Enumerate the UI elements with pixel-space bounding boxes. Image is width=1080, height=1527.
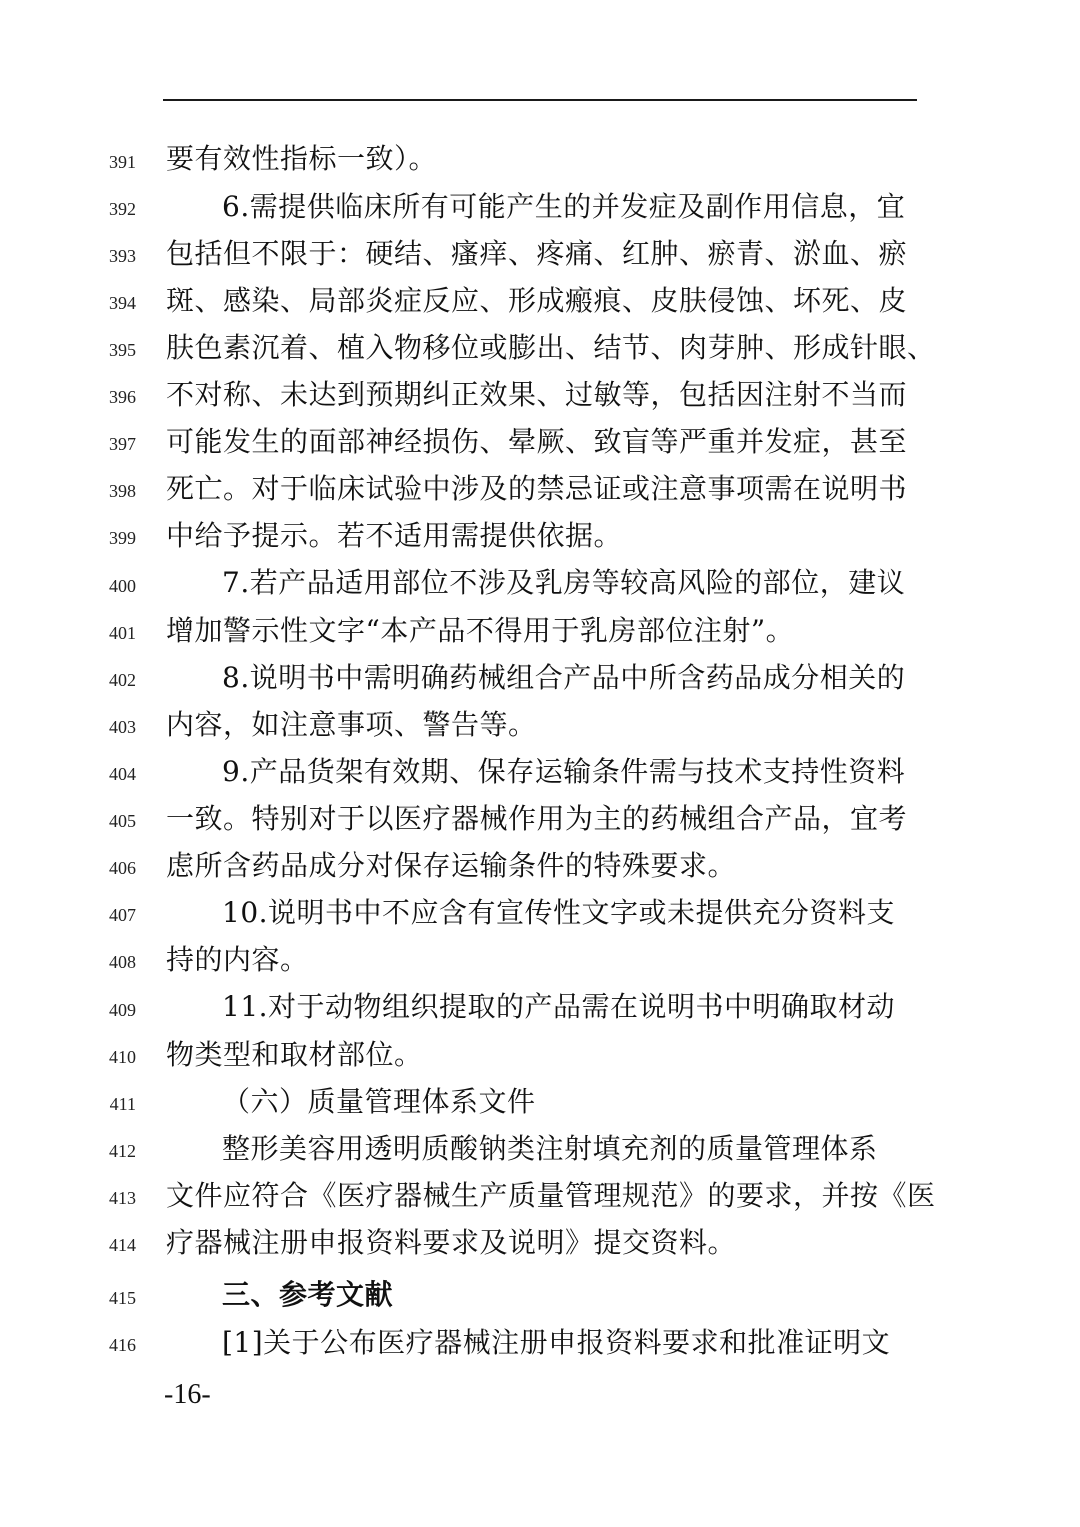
line-number: 408 — [109, 952, 136, 972]
line-number: 410 — [109, 1047, 136, 1067]
header-rule — [163, 99, 917, 101]
text-line: 11.对于动物组织提取的产品需在说明书中明确取材动 — [222, 990, 896, 1023]
text-line: 9.产品货架有效期、保存运输条件需与技术支持性资料 — [222, 755, 906, 788]
line-number: 400 — [109, 576, 136, 596]
text-line: [1]关于公布医疗器械注册申报资料要求和批准证明文 — [222, 1326, 891, 1359]
text-line: 一致。特别对于以医疗器械作用为主的药械组合产品，宜考 — [166, 802, 908, 835]
line-number: 414 — [109, 1235, 136, 1255]
text-line: 整形美容用透明质酸钠类注射填充剂的质量管理体系 — [222, 1132, 878, 1165]
line-number: 402 — [109, 670, 136, 690]
line-number: 404 — [109, 764, 136, 784]
page-number: -16- — [164, 1379, 211, 1410]
line-number: 416 — [109, 1335, 136, 1355]
line-number: 393 — [109, 246, 136, 266]
section-heading: （六）质量管理体系文件 — [222, 1085, 536, 1118]
text-line: 肤色素沉着、植入物移位或膨出、结节、肉芽肿、形成针眼、 — [166, 331, 936, 364]
text-line: 文件应符合《医疗器械生产质量管理规范》的要求，并按《医 — [166, 1179, 936, 1212]
line-number: 409 — [109, 1000, 136, 1020]
text-line: 可能发生的面部神经损伤、晕厥、致盲等严重并发症，甚至 — [166, 425, 908, 458]
line-number: 394 — [109, 293, 136, 313]
text-line: 中给予提示。若不适用需提供依据。 — [166, 519, 623, 552]
text-line: 虑所含药品成分对保存运输条件的特殊要求。 — [166, 849, 737, 882]
line-number: 415 — [109, 1288, 136, 1308]
text-line: 包括但不限于：硬结、瘙痒、疼痛、红肿、瘀青、淤血、瘀 — [166, 237, 908, 270]
line-number: 399 — [109, 528, 136, 548]
text-line: 疗器械注册申报资料要求及说明》提交资料。 — [166, 1226, 737, 1259]
line-number: 397 — [109, 434, 136, 454]
text-line: 不对称、未达到预期纠正效果、过敏等，包括因注射不当而 — [166, 378, 908, 411]
line-number: 407 — [109, 905, 136, 925]
text-line: 物类型和取材部位。 — [166, 1038, 423, 1071]
text-line: 8.说明书中需明确药械组合产品中所含药品成分相关的 — [222, 661, 906, 694]
line-number: 395 — [109, 340, 136, 360]
line-number: 392 — [109, 199, 136, 219]
line-number: 401 — [109, 623, 136, 643]
text-line: 持的内容。 — [166, 943, 309, 976]
text-line: 斑、感染、局部炎症反应、形成瘢痕、皮肤侵蚀、坏死、皮 — [166, 284, 908, 317]
text-line: 6.需提供临床所有可能产生的并发症及副作用信息，宜 — [222, 190, 906, 223]
text-line: 内容，如注意事项、警告等。 — [166, 708, 537, 741]
line-number: 412 — [109, 1141, 136, 1161]
line-number: 405 — [109, 811, 136, 831]
text-line: 要有效性指标一致）。 — [166, 142, 438, 175]
line-number: 396 — [109, 387, 136, 407]
line-number: 413 — [109, 1188, 136, 1208]
text-line: 增加警示性文字“本产品不得用于乳房部位注射”。 — [166, 614, 795, 647]
line-number: 391 — [109, 152, 136, 172]
line-number: 411 — [109, 1094, 136, 1114]
line-number: 403 — [109, 717, 136, 737]
line-number: 398 — [109, 481, 136, 501]
text-line: 死亡。对于临床试验中涉及的禁忌证或注意事项需在说明书 — [166, 472, 908, 505]
line-number: 406 — [109, 858, 136, 878]
text-line: 10.说明书中不应含有宣传性文字或未提供充分资料支 — [222, 896, 896, 929]
chapter-heading: 三、参考文献 — [222, 1278, 394, 1311]
text-line: 7.若产品适用部位不涉及乳房等较高风险的部位，建议 — [222, 566, 906, 599]
